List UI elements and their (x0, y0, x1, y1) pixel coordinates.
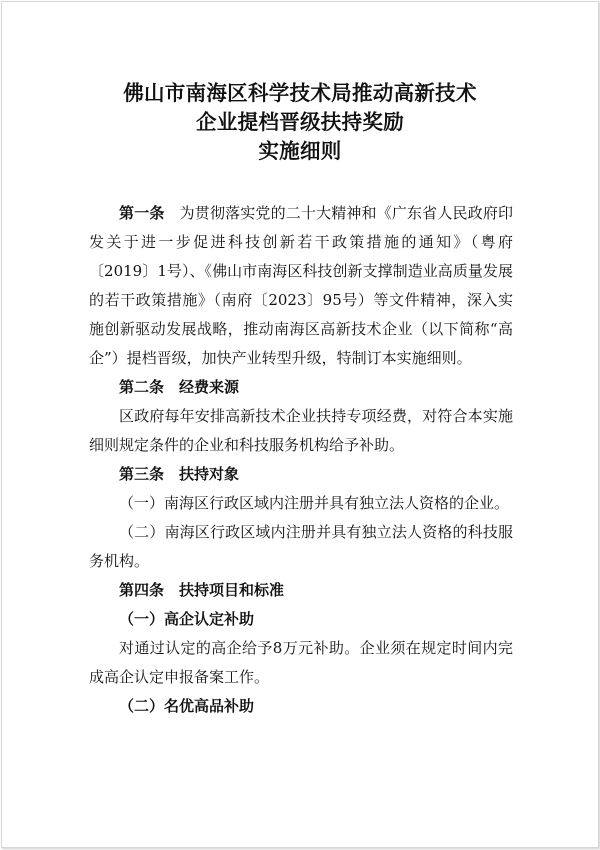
article-2-heading-line (89, 373, 513, 402)
article-1-heading: 第一条 (119, 204, 165, 222)
article-3-heading-line (89, 460, 513, 489)
article-4-sub-1-title: （一）高企认定补助 (119, 610, 255, 628)
title-line-3: 实施细则 (258, 139, 342, 163)
document-body (89, 199, 513, 721)
article-2-title: 经费来源 (179, 378, 240, 396)
article-4-title: 扶持项目和标准 (179, 581, 285, 599)
title-line-2: 企业提档晋级扶持奖励 (196, 110, 404, 134)
article-3-item-2: （二）南海区行政区域内注册并具有独立法人资格的科技服务机构。 (89, 523, 513, 570)
article-3-heading: 第三条 (119, 465, 165, 483)
article-2-heading: 第二条 (119, 378, 165, 396)
article-1-text: 为贯彻落实党的二十大精神和《广东省人民政府印发关于进一步促进科技创新若干政策措施的通知》（粤府〔2019〕1号）、《佛山市南海区科技创新支撑制造业高质量发展的若干政策措施》（南府〔2023〕95号）等文件精神，深入实施创新驱动发展战略，推动南海区高新技术企业（以下简称“高企”）提档晋级，加快产业转型升级，特制订本实施细则。 (89, 204, 513, 367)
article-4-sub-2-title: （二）名优高品补助 (119, 697, 255, 715)
article-4-sub-1-text: 对通过认定的高企给予8万元补助。企业须在规定时间内完成高企认定申报备案工作。 (89, 639, 513, 686)
article-4-heading-line (89, 576, 513, 605)
article-4-heading: 第四条 (119, 581, 165, 599)
document-title (2, 79, 598, 166)
article-3-item-1: （一）南海区行政区域内注册并具有独立法人资格的企业。 (119, 494, 510, 512)
article-2-text: 区政府每年安排高新技术企业扶持专项经费，对符合本实施细则规定条件的企业和科技服务机构给予补助。 (89, 407, 513, 454)
title-line-1: 佛山市南海区科学技术局推动高新技术 (123, 81, 477, 105)
document-page (1, 1, 599, 848)
article-1 (89, 199, 513, 373)
article-3-title: 扶持对象 (179, 465, 240, 483)
